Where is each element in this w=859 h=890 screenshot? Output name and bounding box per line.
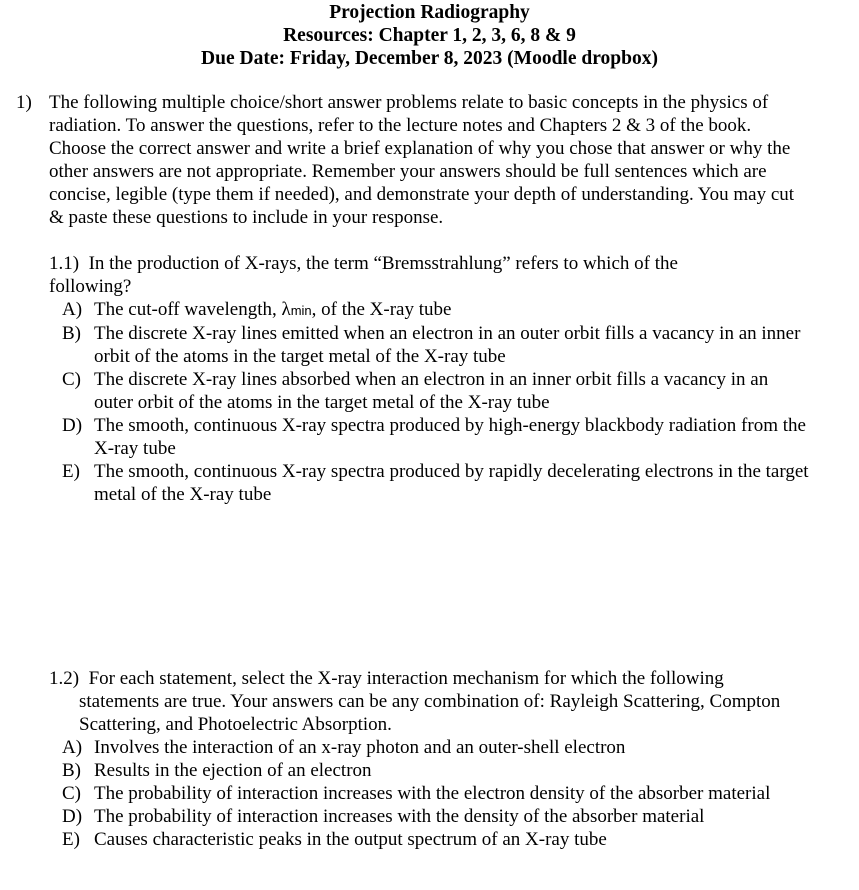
option-a	[49, 736, 809, 759]
option-d	[49, 414, 809, 460]
question-1-number: 1)	[16, 92, 32, 113]
option-letter: A)	[62, 737, 83, 758]
option-letter: A)	[62, 299, 83, 320]
option-b	[49, 759, 809, 782]
option-e	[49, 460, 809, 506]
document-header	[0, 1, 859, 70]
question-1-2	[49, 667, 809, 851]
question-1-2-options	[49, 736, 809, 851]
question-1-1	[49, 252, 809, 506]
option-d	[49, 805, 809, 828]
option-a	[49, 298, 809, 322]
document-title: Projection Radiography	[329, 2, 530, 23]
option-text: The smooth, continuous X-ray spectra produced by high-energy blackbody radiation from the X-ray tube	[94, 415, 806, 459]
option-text: The discrete X-ray lines absorbed when an electron in an inner orbit fills a vacancy in an outer orbit of the atoms in the target metal of the X-ray tube	[94, 369, 769, 413]
question-1-text: The following multiple choice/short answer problems relate to basic concepts in the physics of radiation. To answer the questions, refer to the lecture notes and Chapters 2 & 3 of the book. Choose the correct answer and write a brief explanation of why you chose that answer or why the other answers are not appropriate. Remember your answers should be full sentences which are concise, legible (type them if needed), and demonstrate your depth of understanding. You may cut & paste these questions to include in your response.	[49, 92, 795, 228]
option-text: The probability of interaction increases with the density of the absorber material	[94, 806, 705, 827]
option-text: The smooth, continuous X-ray spectra produced by rapidly decelerating electrons in the target metal of the X-ray tube	[94, 461, 809, 505]
option-b	[49, 322, 809, 368]
option-letter: E)	[62, 829, 80, 850]
question-1-1-stem	[49, 252, 749, 298]
due-date-line: Due Date: Friday, December 8, 2023 (Moodle dropbox)	[201, 48, 658, 69]
option-letter: D)	[62, 415, 83, 436]
option-text: Involves the interaction of an x-ray photon and an outer-shell electron	[94, 737, 626, 758]
resources-line: Resources: Chapter 1, 2, 3, 6, 8 & 9	[283, 25, 576, 46]
option-text-after: , of the X-ray tube	[311, 299, 452, 320]
option-letter: B)	[62, 760, 81, 781]
option-text: Results in the ejection of an electron	[94, 760, 372, 781]
question-1-2-number: 1.2)	[49, 668, 80, 689]
question-1-2-stem	[49, 667, 799, 736]
option-e	[49, 828, 809, 851]
option-c	[49, 368, 809, 414]
question-1-1-options	[49, 298, 809, 506]
option-c	[49, 782, 809, 805]
lambda-subscript: min	[290, 303, 312, 318]
option-letter: C)	[62, 783, 81, 804]
option-letter: E)	[62, 461, 80, 482]
question-1-2-stem-text: For each statement, select the X-ray interaction mechanism for which the following statements are true. Your answers can be any combination of: Rayleigh Scattering, Compton Scattering, and Photoelectric Absorption.	[79, 668, 781, 735]
option-letter: D)	[62, 806, 83, 827]
question-1-1-number: 1.1)	[49, 253, 80, 274]
option-letter: B)	[62, 323, 81, 344]
question-1-1-stem-text: In the production of X-rays, the term “Bremsstrahlung” refers to which of the following?	[49, 253, 678, 297]
option-text-before: The cut-off wavelength, λ	[94, 299, 291, 320]
option-text: The probability of interaction increases with the electron density of the absorber material	[94, 783, 771, 804]
option-text: Causes characteristic peaks in the output spectrum of an X-ray tube	[94, 829, 607, 850]
option-letter: C)	[62, 369, 81, 390]
option-text: The discrete X-ray lines emitted when an electron in an outer orbit fills a vacancy in an inner orbit of the atoms in the target metal of the X-ray tube	[94, 323, 801, 367]
